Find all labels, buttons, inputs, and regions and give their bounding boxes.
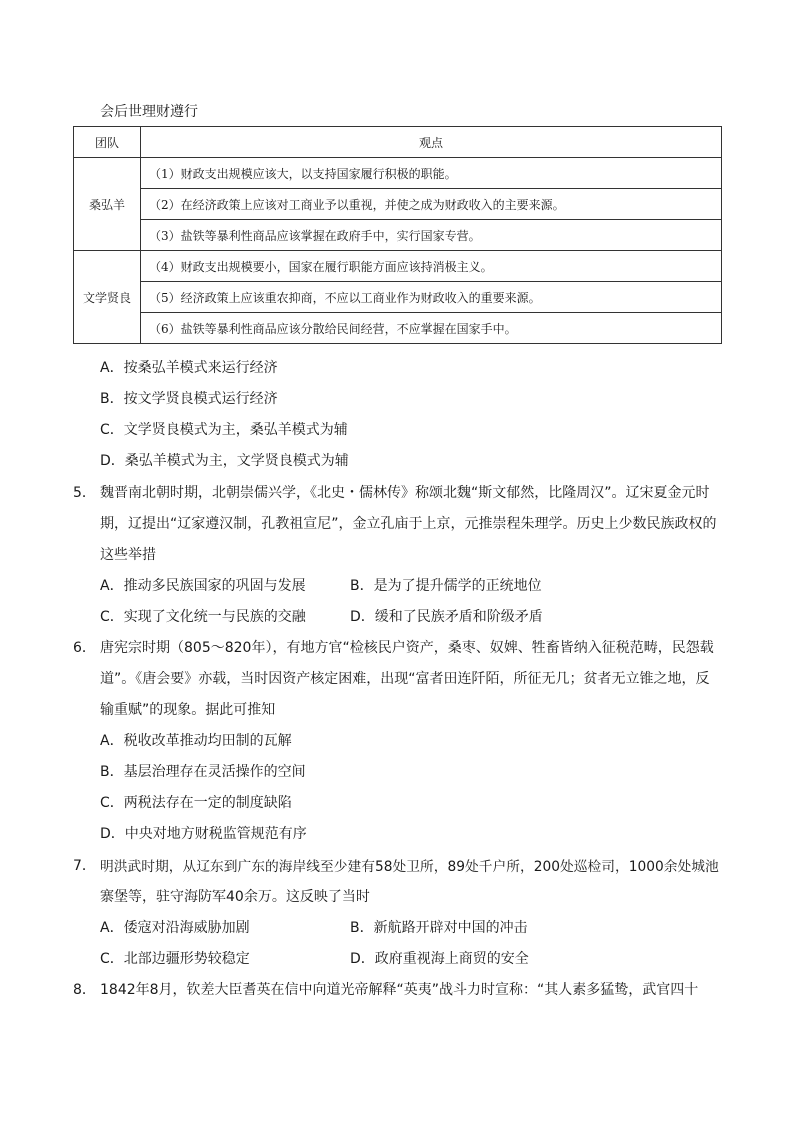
table-row <box>74 158 722 189</box>
q7-option-b[interactable]: B．新航路开辟对中国的冲击 <box>350 920 528 936</box>
view-1: （1）财政支出规模应该大，以支持国家履行积极的职能。 <box>141 158 722 189</box>
q6-option-b[interactable]: B．基层治理存在灵活操作的空间 <box>100 764 306 780</box>
q6-option-a[interactable]: A．税收改革推动均田制的瓦解 <box>100 733 292 749</box>
q5-option-d[interactable]: D．缓和了民族矛盾和阶级矛盾 <box>350 609 543 625</box>
table-row <box>74 313 722 344</box>
q6-stem-line: 唐宪宗时期（805～820年），有地方官“检核民户资产，桑枣、奴婢、牲畜皆纳入征税范畴，民怨载 <box>100 640 714 656</box>
q5-option-c[interactable]: C．实现了文化统一与民族的交融 <box>100 609 306 625</box>
view-6: （6）盐铁等暴利性商品应该分散给民间经营，不应掌握在国家手中。 <box>141 313 722 344</box>
q6-stem-line: 道”。《唐会要》亦载，当时因资产核定困难，出现“富者田连阡陌，所征无几；贫者无立锥之地，反 <box>100 671 710 687</box>
team-wenxue-xianliang: 文学贤良 <box>74 251 141 344</box>
view-2: （2）在经济政策上应该对工商业予以重视，并使之成为财政收入的主要来源。 <box>141 189 722 220</box>
q8-stem-line: 1842年8月，钦差大臣耆英在信中向道光帝解释“英夷”战斗力时宣称：“其人素多猛鸷，武官四十 <box>100 982 699 998</box>
table-row <box>74 251 722 282</box>
q6-stem-line: 输重赋”的现象。据此可推知 <box>100 702 276 718</box>
q7-option-a[interactable]: A．倭寇对沿海威胁加剧 <box>100 920 250 936</box>
q7-option-d[interactable]: D．政府重视海上商贸的安全 <box>350 951 529 967</box>
view-3: （3）盐铁等暴利性商品应该掌握在政府手中，实行国家专营。 <box>141 220 722 251</box>
q5-stem-line: 这些举措 <box>100 547 156 563</box>
table-header-row <box>74 127 722 158</box>
q7-option-c[interactable]: C．北部边疆形势较稳定 <box>100 951 250 967</box>
q5-option-a[interactable]: A．推动多民族国家的巩固与发展 <box>100 578 306 594</box>
view-5: （5）经济政策上应该重农抑商，不应以工商业作为财政收入的重要来源。 <box>141 282 722 313</box>
q5-option-b[interactable]: B．是为了提升儒学的正统地位 <box>350 578 542 594</box>
header-view: 观点 <box>141 127 722 158</box>
viewpoints-table <box>73 126 722 344</box>
team-sanghongyang: 桑弘羊 <box>74 158 141 251</box>
q8-number: 8． <box>73 982 96 998</box>
q7-stem-line: 明洪武时期，从辽东到广东的海岸线至少建有58处卫所，89处千户所，200处巡检司，1000余处城池 <box>100 859 719 875</box>
view-4: （4）财政支出规模要小，国家在履行职能方面应该持消极主义。 <box>141 251 722 282</box>
q4-option-c[interactable]: C．文学贤良模式为主，桑弘羊模式为辅 <box>100 422 348 438</box>
q4-option-d[interactable]: D．桑弘羊模式为主，文学贤良模式为辅 <box>100 453 349 469</box>
q6-number: 6． <box>73 640 96 656</box>
q5-stem-line: 魏晋南北朝时期，北朝崇儒兴学，《北史・儒林传》称颂北魏“斯文郁然，比隆周汉”。辽宋夏金元时 <box>100 485 710 501</box>
q6-option-d[interactable]: D．中央对地方财税监管规范有序 <box>100 826 307 842</box>
q4-option-a[interactable]: A．按桑弘羊模式来运行经济 <box>100 360 278 376</box>
q5-number: 5． <box>73 485 96 501</box>
q4-stem-tail: 会后世理财遵行 <box>100 104 198 120</box>
q7-number: 7． <box>73 858 96 874</box>
q7-stem-line: 寨堡等，驻守海防军40余万。这反映了当时 <box>100 889 370 905</box>
q4-option-b[interactable]: B．按文学贤良模式运行经济 <box>100 391 278 407</box>
q6-option-c[interactable]: C．两税法存在一定的制度缺陷 <box>100 795 292 811</box>
header-team: 团队 <box>74 127 141 158</box>
table-row <box>74 282 722 313</box>
table-row <box>74 220 722 251</box>
table-row <box>74 189 722 220</box>
q5-stem-line: 期，辽提出“辽家遵汉制，孔教祖宣尼”，金立孔庙于上京，元推崇程朱理学。历史上少数民族政权的 <box>100 516 717 532</box>
